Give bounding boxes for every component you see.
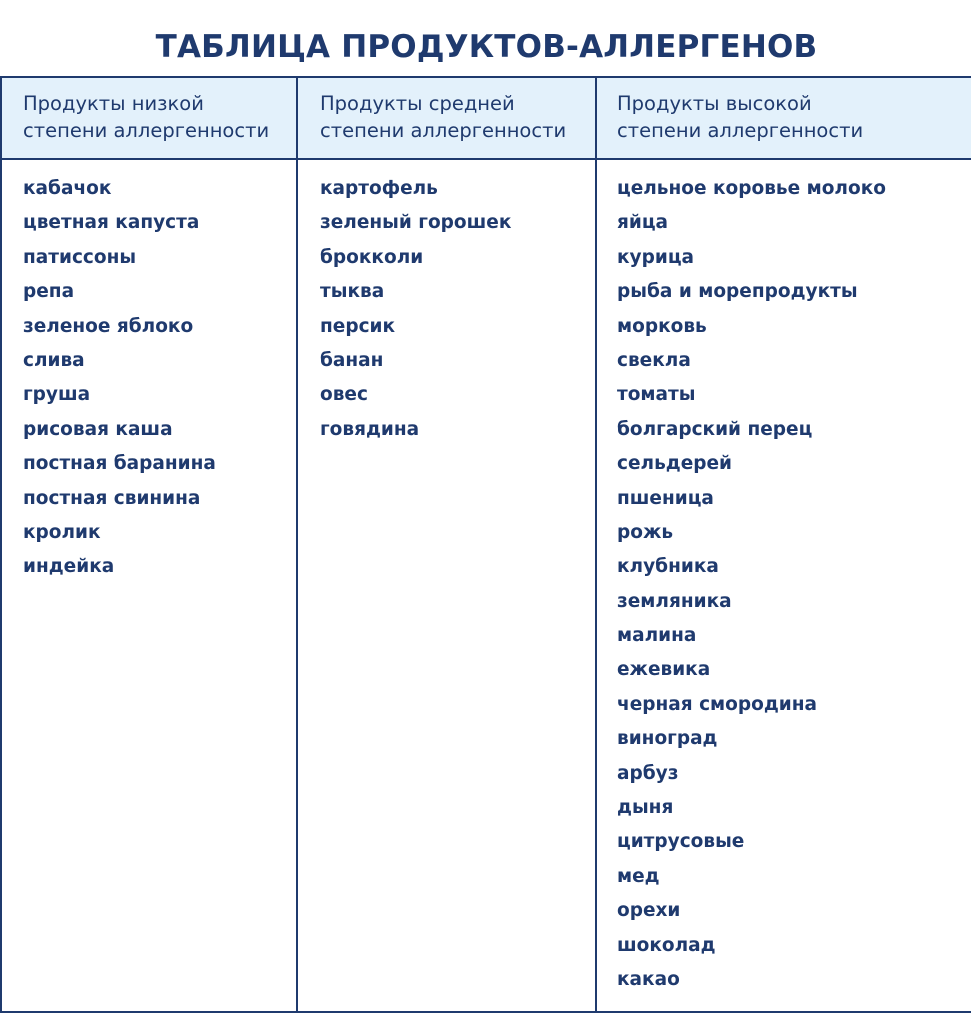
list-item: постная свинина	[23, 487, 201, 509]
list-item: груша	[23, 384, 91, 406]
list-item: томаты	[617, 384, 696, 406]
column-header-line: степени аллергенности	[320, 119, 567, 142]
list-item: цитрусовые	[617, 831, 745, 853]
list-item: кролик	[23, 521, 101, 543]
list-item: клубника	[617, 556, 719, 578]
column-header-line: степени аллергенности	[617, 119, 864, 142]
list-item: земляника	[617, 590, 732, 612]
low-allergen-list	[2, 160, 296, 585]
list-item: тыква	[320, 281, 385, 303]
list-item: патиссоны	[23, 246, 137, 268]
list-item: морковь	[617, 315, 707, 337]
list-item: постная баранина	[23, 453, 216, 475]
allergen-table	[0, 76, 971, 1013]
column-header-low	[2, 78, 296, 160]
list-item: брокколи	[320, 246, 424, 268]
list-item: овес	[320, 384, 368, 406]
column-header-line: Продукты высокой	[617, 92, 812, 115]
high-allergen-list	[597, 160, 971, 997]
list-item: ежевика	[617, 659, 711, 681]
list-item: шоколад	[617, 934, 716, 956]
list-item: орехи	[617, 900, 681, 922]
list-item: дыня	[617, 797, 674, 819]
list-item: арбуз	[617, 762, 679, 784]
list-item: пшеница	[617, 487, 714, 509]
list-item: зеленое яблоко	[23, 315, 194, 337]
list-item: рыба и морепродукты	[617, 281, 858, 303]
list-item: черная смородина	[617, 693, 817, 715]
list-item: репа	[23, 281, 75, 303]
list-item: малина	[617, 625, 697, 647]
column-header-line: Продукты средней	[320, 92, 515, 115]
column-low-allergenicity	[2, 78, 298, 1011]
list-item: рожь	[617, 521, 674, 543]
medium-allergen-list	[298, 160, 595, 447]
list-item: яйца	[617, 212, 669, 234]
list-item: свекла	[617, 349, 691, 371]
column-header-medium	[298, 78, 595, 160]
list-item: картофель	[320, 178, 438, 199]
list-item: рисовая каша	[23, 418, 173, 440]
list-item: мед	[617, 865, 660, 887]
list-item: курица	[617, 246, 695, 268]
list-item: цельное коровье молоко	[617, 178, 886, 199]
column-header-line: степени аллергенности	[23, 119, 270, 142]
list-item: кабачок	[23, 178, 112, 199]
column-header-line: Продукты низкой	[23, 92, 204, 115]
page-title: ТАБЛИЦА ПРОДУКТОВ-АЛЛЕРГЕНОВ	[155, 28, 818, 65]
list-item: индейка	[23, 556, 115, 578]
list-item: зеленый горошек	[320, 212, 512, 234]
list-item: сельдерей	[617, 453, 733, 475]
list-item: персик	[320, 315, 396, 337]
list-item: виноград	[617, 728, 718, 750]
list-item: банан	[320, 349, 384, 371]
list-item: слива	[23, 349, 85, 371]
list-item: цветная капуста	[23, 212, 200, 234]
list-item: какао	[617, 968, 680, 990]
list-item: говядина	[320, 418, 420, 440]
column-header-high	[597, 78, 971, 160]
column-high-allergenicity	[597, 78, 971, 1011]
list-item: болгарский перец	[617, 418, 813, 440]
column-medium-allergenicity	[298, 78, 597, 1011]
